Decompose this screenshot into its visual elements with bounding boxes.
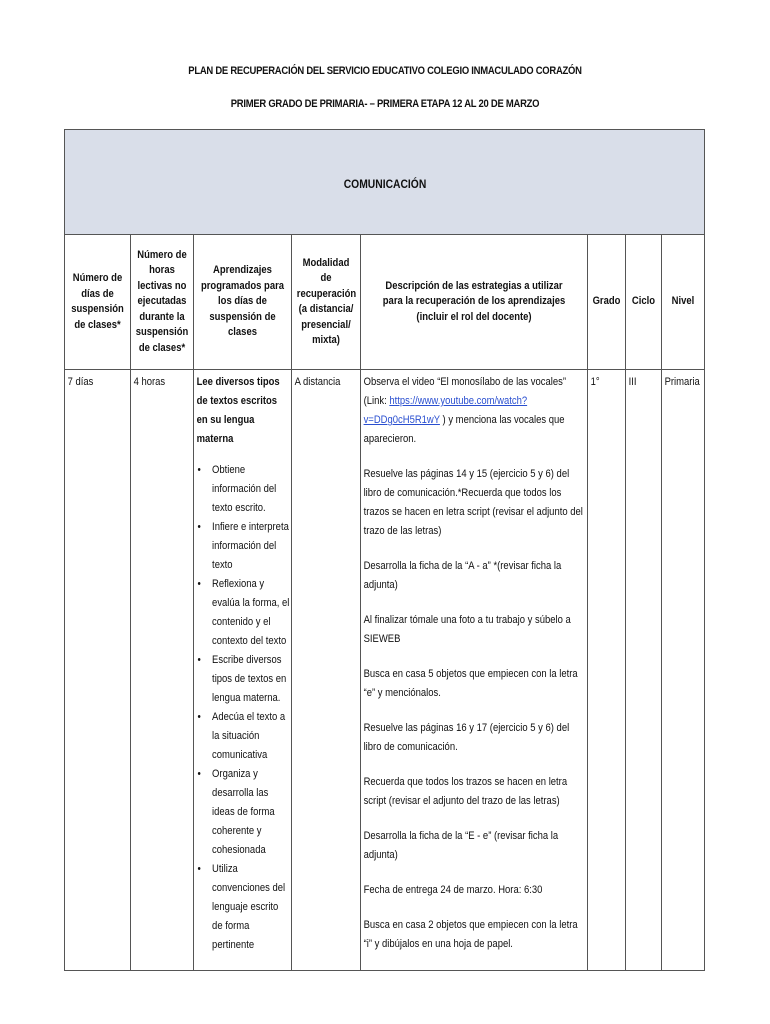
competency-list [197,461,290,955]
strategy-item: Desarrolla la ficha de la “A - a” *(revisar ficha la adjunta) [363,560,562,591]
cycle-cell: III [626,370,662,971]
column-header-strategies: Descripción de las estrategias a utilizar para la recuperación de los aprendizajes (incluir el rol del docente) [361,235,588,370]
strategy-item: Busca en casa 2 objetos que empiecen con la letra “i” y dibújalos en una hoja de papel. [363,919,578,950]
hours-cell: 4 horas [131,370,194,971]
strategy-item: Recuerda que todos los trazos se hacen en letra script (revisar el adjunto del trazo de las letras) [363,776,568,807]
strategy-item: Resuelve las páginas 14 y 15 (ejercicio 5 y 6) del libro de comunicación.*Recuerda que todos los trazos se hacen en letra script (revisar el adjunto del trazo de las letras) [363,468,583,537]
recovery-plan-table [64,129,705,971]
strategy-item: Observa el video “El monosílabo de las vocales” (Link: https://www.youtube.com/watch?v=DDg0cH5R1wY ) y menciona las vocales que aparecieron. [363,376,567,445]
strategies-cell [361,370,588,971]
section-title: COMUNICACIÓN [343,177,426,191]
strategy-item: Resuelve las páginas 16 y 17 (ejercicio 5 y 6) del libro de comunicación. [363,722,570,753]
column-header-grade: Grado [588,235,626,370]
level-cell: Primaria [662,370,705,971]
column-header-cycle: Ciclo [626,235,662,370]
column-header-days: Número de días de suspensión de clases* [65,235,131,370]
column-header-learning: Aprendizajes programados para los días de suspensión de clases [194,235,292,370]
list-item: • Infiere e interpreta información del texto [212,518,290,575]
days-cell: 7 días [65,370,131,971]
list-item: • Organiza y desarrolla las ideas de forma coherente y cohesionada [212,765,290,860]
learning-title: Lee diversos tipos de textos escritos en su lengua materna [196,376,280,445]
list-item: • Obtiene información del texto escrito. [212,461,290,518]
strategy-item: Desarrolla la ficha de la “E - e” (revisar ficha la adjunta) [363,830,559,861]
modality-cell: A distancia [292,370,361,971]
strategy-item: Fecha de entrega 24 de marzo. Hora: 6:30 [363,884,543,896]
grade-cell: 1° [588,370,626,971]
video-link[interactable]: https://www.youtube.com/watch?v=DDg0cH5R1wY [363,395,528,426]
section-header [65,130,705,235]
strategy-item: Al finalizar tómale una foto a tu trabajo y súbelo a SIEWEB [363,614,571,645]
list-item: • Utiliza convenciones del lenguaje escrito de forma pertinente [212,860,290,955]
learning-cell [194,370,292,971]
list-item: • Reflexiona y evalúa la forma, el contenido y el contexto del texto [212,575,290,651]
document-title: PLAN DE RECUPERACIÓN DEL SERVICIO EDUCATIVO COLEGIO INMACULADO CORAZÓN [188,65,582,77]
column-header-modality: Modalidad de recuperación (a distancia/ presencial/ mixta) [292,235,361,370]
document-subtitle: PRIMER GRADO DE PRIMARIA- – PRIMERA ETAPA 12 AL 20 DE MARZO [230,98,540,110]
list-item: • Adecúa el texto a la situación comunicativa [212,708,290,765]
strategy-item: Busca en casa 5 objetos que empiecen con la letra “e” y menciónalos. [363,668,578,699]
list-item: • Escribe diversos tipos de textos en lengua materna. [212,651,290,708]
column-header-level: Nivel [662,235,705,370]
table-row [65,370,705,971]
column-header-hours: Número de horas lectivas no ejecutadas durante la suspensión de clases* [131,235,194,370]
